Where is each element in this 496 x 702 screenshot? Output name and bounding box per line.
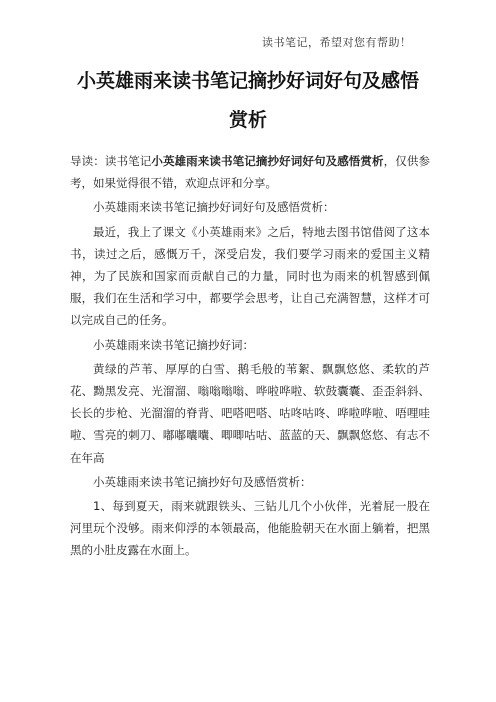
- intro-suffix: ，仅供参考，如果觉得很不错，欢迎点评和分享。: [70, 154, 431, 191]
- intro-paragraph: [70, 150, 430, 194]
- body-paragraph: 1、每到夏天，雨来就跟铁头、三钻儿几个小伙伴，光着屁一股在河里玩个没够。雨来仰浮的本领最高，他能脸朝天在水面上躺着，把黑黑的小肚皮露在水面上。: [70, 499, 430, 558]
- body-paragraph: 黄绿的芦苇、厚厚的白雪、鹅毛般的苇絮、飘飘悠悠、柔软的芦花、黝黑发亮、光溜溜、嗡嗡嗡嗡、哗啦哗啦、软鼓囊囊、歪歪斜斜、长长的步枪、光溜溜的脊背、吧嗒吧嗒、咕咚咕咚、哗啦哗啦、唔哩哇啦、雪亮的刺刀、嘟嘟囔囔、唧唧咕咕、蓝蓝的天、飘飘悠悠、有志不在年高: [70, 361, 430, 465]
- section-heading: 小英雄雨来读书笔记摘抄好句及感悟赏析：: [93, 474, 312, 489]
- body-paragraph: 最近，我上了课文《小英雄雨来》之后，特地去图书馆借阅了这本书，读过之后，感慨万千，深受启发，我们要学习雨来的爱国主义精神，为了民族和国家而贡献自己的力量，同时也为雨来的机智感到佩服，我们在生活和学习中，都要学会思考，让自己充满智慧，这样才可以完成自己的任务。: [70, 224, 430, 328]
- header-note: 读书笔记，希望对您有帮助！: [262, 36, 412, 49]
- document-body: [70, 150, 430, 564]
- document-title-line1: 小英雄雨来读书笔记摘抄好词好句及感悟: [76, 70, 419, 92]
- section-heading: 小英雄雨来读书笔记摘抄好词：: [93, 337, 254, 352]
- intro-bold-title: 小英雄雨来读书笔记摘抄好词好句及感悟赏析: [151, 154, 384, 168]
- section-heading: 小英雄雨来读书笔记摘抄好词好句及感悟赏析：: [93, 200, 335, 215]
- intro-prefix: 导读：读书笔记: [70, 154, 152, 168]
- document-title-line2: 赏析: [228, 109, 267, 131]
